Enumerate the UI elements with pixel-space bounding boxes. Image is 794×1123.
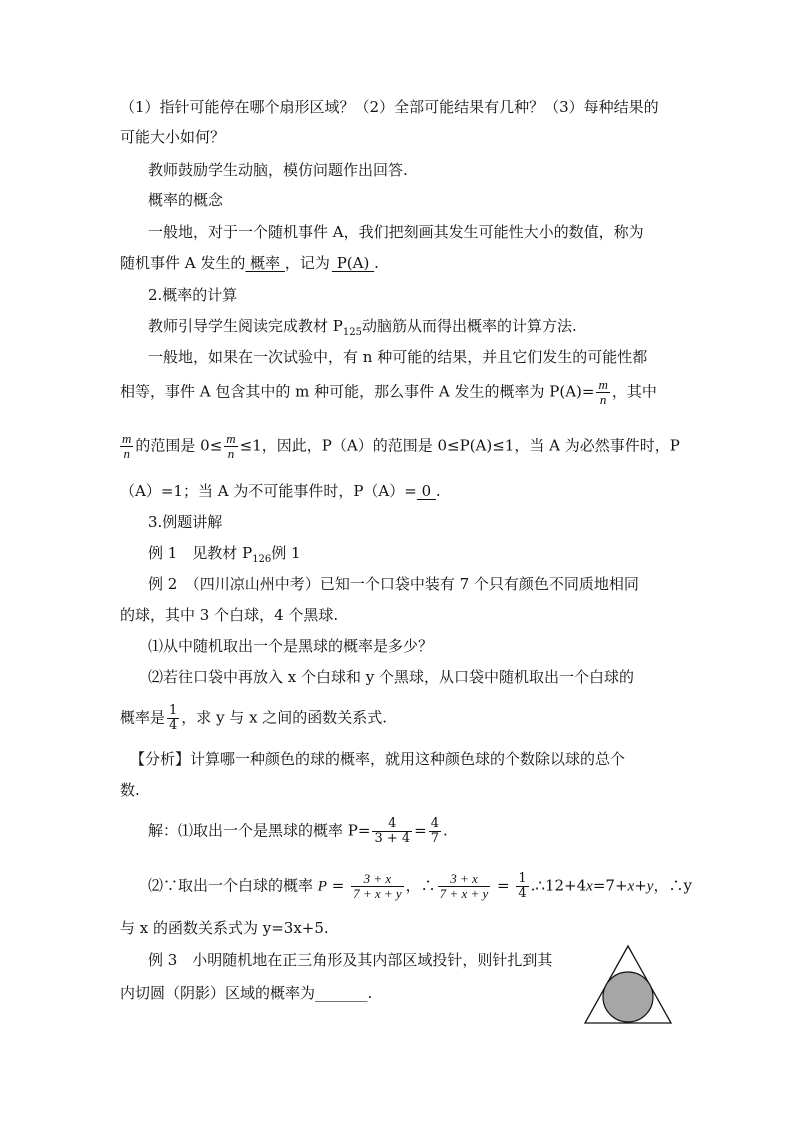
text-span: ，求 y 与 x 之间的函数关系式.	[181, 708, 388, 727]
text-span: ⑵∵取出一个白球的概率	[148, 876, 318, 895]
text-span: 例 1 见教材 P	[148, 544, 253, 562]
text-span: +	[634, 876, 647, 895]
text-span: .	[367, 984, 373, 1002]
fraction-4-over-7	[429, 817, 441, 846]
text-span: （A）=1；当 A 为不可能事件时，P（A）=	[120, 482, 417, 500]
text-line: ⑵若往口袋中再放入 x 个白球和 y 个黑球，从口袋中随机取出一个白球的	[148, 668, 635, 686]
text-span: ，∴y	[653, 876, 692, 895]
formula-line	[120, 704, 387, 733]
subscript: 125	[342, 327, 362, 338]
math-var: y	[646, 878, 654, 895]
fraction-m-over-n	[596, 378, 609, 407]
text-span: 概率是	[120, 708, 166, 727]
text-span: .	[374, 254, 379, 272]
text-line: 的球，其中 3 个白球，4 个黑球.	[120, 606, 339, 624]
text-span: 解：⑴取出一个是黑球的概率 P=	[148, 821, 371, 840]
example-line	[148, 543, 301, 570]
inscribed-circle-shaded	[603, 972, 653, 1022]
fraction-4-over-3plus4	[372, 817, 412, 846]
text-line: 教师鼓励学生动脑，模仿问题作出回答.	[148, 161, 408, 179]
formula-line	[120, 378, 657, 407]
fraction-numerator: 4	[430, 816, 439, 831]
fraction-white-probability	[351, 872, 404, 901]
blank-answer: 概率	[245, 254, 285, 272]
text-line: 一般地，如果在一次试验中，有 n 种可能的结果，并且它们发生的可能性都	[148, 348, 648, 366]
text-line	[120, 481, 441, 501]
solution-line	[148, 817, 448, 846]
fraction-m-over-n	[224, 432, 237, 461]
fraction-denominator: 4	[169, 718, 178, 733]
fraction-numerator: m	[226, 431, 236, 446]
text-span: ，其中	[611, 382, 657, 401]
text-span: =	[414, 821, 427, 840]
fraction-denominator: 3 + 4	[374, 831, 411, 846]
text-line	[148, 316, 577, 343]
fraction-denominator: 4	[518, 886, 527, 901]
text-span: =	[492, 876, 515, 895]
text-span: 的范围是 0≤	[135, 436, 223, 455]
fraction-m-over-n	[120, 432, 133, 461]
formula-line	[120, 432, 680, 461]
fraction-numerator: 3 + x	[438, 872, 491, 887]
text-span: 内切圆（阴影）区域的概率为	[120, 984, 316, 1002]
fraction-denominator: n	[599, 392, 607, 407]
fraction-numerator: 3 + x	[351, 872, 404, 887]
math-var: x	[627, 878, 635, 895]
section-heading: 概率的概念	[148, 191, 224, 209]
fraction-one-quarter	[167, 704, 179, 733]
text-span: .∴12+4	[530, 876, 587, 895]
text-line: 数.	[120, 781, 140, 799]
fraction-numerator: 1	[169, 703, 178, 718]
text-line: 一般地，对于一个随机事件 A，我们把刻画其发生可能性大小的数值，称为	[148, 223, 644, 241]
fraction-denominator: n	[123, 446, 130, 461]
fraction-white-probability	[438, 872, 491, 901]
text-line	[120, 983, 372, 1003]
text-span: ，记为	[284, 254, 330, 272]
text-span: 例 1	[271, 544, 301, 562]
math-var: P	[317, 878, 327, 895]
text-span: 相等，事件 A 包含其中的 m 种可能，那么事件 A 发生的概率为 P(A)=	[120, 382, 595, 401]
text-line: 可能大小如何？	[120, 128, 226, 146]
analysis-line: 【分析】计算哪一种颜色的球的概率，就用这种颜色球的个数除以球的总个	[130, 750, 626, 768]
fraction-numerator: 4	[372, 817, 412, 832]
text-line: ⑴从中随机取出一个是黑球的概率是多少？	[148, 637, 434, 655]
text-span: 动脑筋从而得出概率的计算方法.	[361, 317, 577, 335]
text-span: .	[435, 482, 441, 500]
subscript: 126	[252, 554, 272, 565]
text-span: =7+	[592, 876, 628, 895]
text-line: 与 x 的函数关系式为 y=3x+5.	[120, 919, 329, 937]
answer-blank: _______	[315, 984, 368, 1002]
fraction-denominator: 7 + x + y	[353, 886, 402, 901]
fraction-one-quarter	[516, 872, 528, 901]
solution-line	[148, 872, 692, 901]
fraction-denominator: n	[227, 446, 235, 461]
text-span: =	[326, 876, 350, 895]
fraction-numerator: m	[598, 377, 608, 392]
math-var: x	[586, 878, 593, 895]
definition-line	[120, 253, 379, 273]
fraction-numerator: 1	[518, 871, 527, 886]
text-span: 随机事件 A 发生的	[120, 254, 246, 272]
fraction-denominator: 7 + x + y	[439, 886, 489, 901]
text-span: ≤1，因此，P（A）的范围是 0≤P(A)≤1，当 A 为必然事件时，P	[239, 436, 680, 455]
text-span: ，∴	[405, 876, 436, 895]
fraction-denominator: 7	[430, 831, 439, 846]
example-line: 例 3 小明随机地在正三角形及其内部区域投针，则针扎到其	[148, 951, 553, 969]
text-line: （1）指针可能停在哪个扇形区域？（2）全部可能结果有几种？（3）每种结果的	[120, 98, 659, 116]
text-span: 教师引导学生阅读完成教材 P	[148, 317, 343, 335]
blank-answer: 0	[416, 482, 436, 500]
section-heading: 3.例题讲解	[148, 513, 223, 531]
text-span: .	[443, 821, 448, 840]
blank-answer: P(A)	[331, 254, 375, 272]
example-line: 例 2 （四川凉山州中考）已知一个口袋中装有 7 个只有颜色不同质地相同	[148, 575, 639, 593]
section-heading: 2.概率的计算	[148, 286, 238, 304]
triangle-inscribed-circle-figure	[583, 943, 673, 1027]
fraction-numerator: m	[122, 431, 132, 446]
